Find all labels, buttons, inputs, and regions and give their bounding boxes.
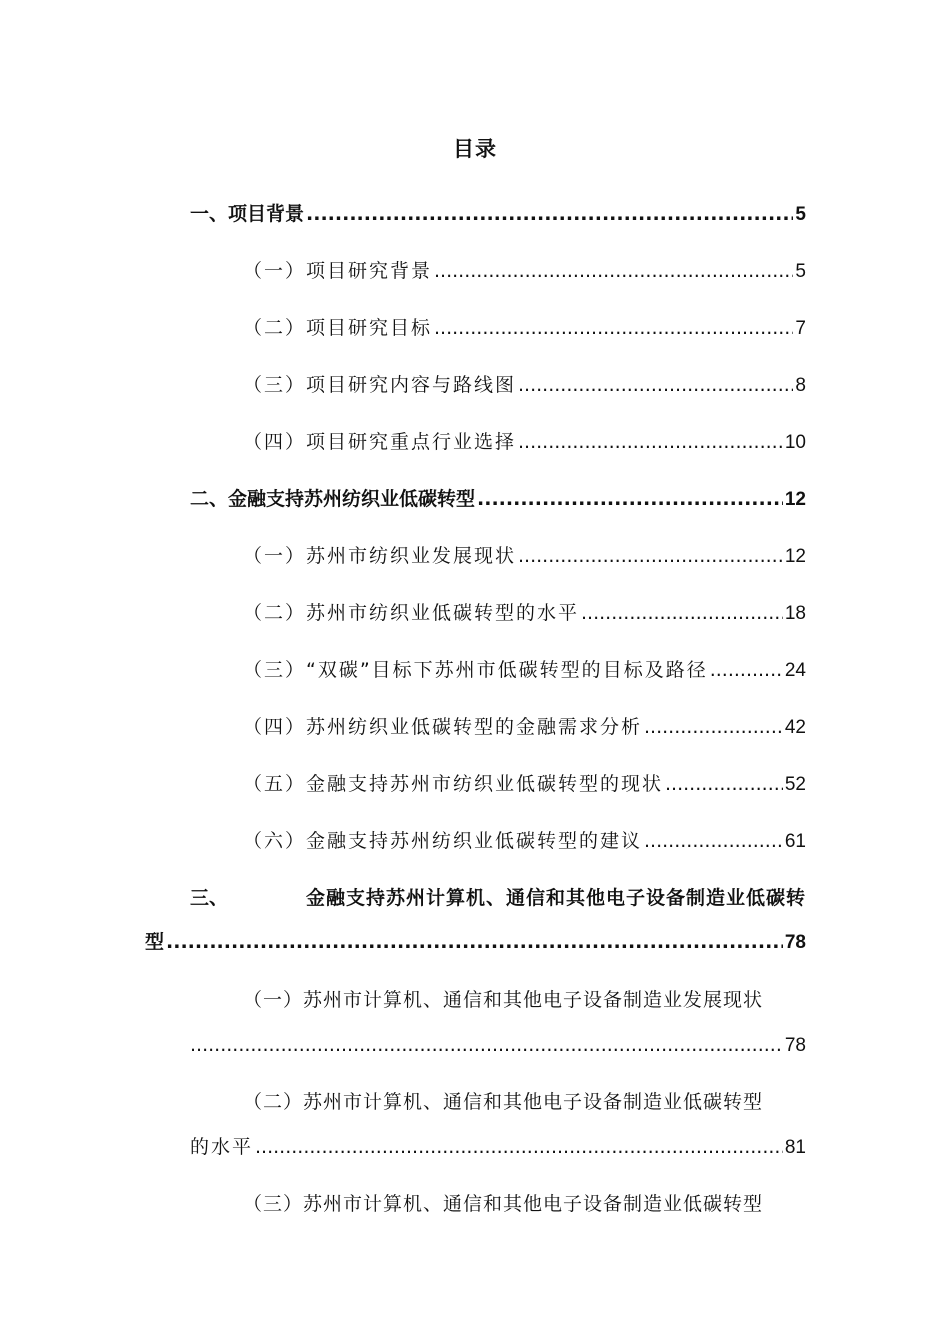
toc-entry-text: （四）苏州纺织业低碳转型的金融需求分析	[243, 716, 643, 738]
toc-leader-dots	[190, 1031, 783, 1059]
toc-entry-text: （一）苏州市纺织业发展现状	[243, 545, 517, 567]
toc-leader-dots	[518, 428, 783, 456]
toc-leader-dots	[434, 257, 793, 285]
toc-entry-page: 24	[784, 660, 806, 681]
toc-entry[interactable]	[243, 713, 806, 741]
toc-entry[interactable]	[243, 770, 806, 798]
toc-entry-continuation[interactable]	[190, 1133, 806, 1161]
toc-leader-dots	[581, 599, 783, 627]
toc-entry[interactable]	[243, 257, 806, 285]
toc-entry[interactable]	[243, 542, 806, 570]
toc-entry-page: 42	[784, 717, 806, 738]
toc-entry[interactable]	[243, 314, 806, 342]
toc-entry-text: 金融支持苏州计算机、通信和其他电子设备制造业低碳转	[305, 887, 806, 909]
toc-entry-page: 18	[784, 603, 806, 624]
toc-leader-dots	[306, 200, 793, 228]
toc-leader-dots	[665, 770, 783, 798]
toc-entry-page: 78	[784, 1035, 806, 1056]
toc-entry[interactable]	[243, 827, 806, 855]
toc-entry-wrapped[interactable]	[243, 1088, 806, 1116]
toc-entry-page: 5	[795, 261, 806, 282]
toc-entry-wrapped[interactable]	[190, 884, 806, 912]
toc-entry-page: 12	[784, 489, 806, 510]
toc-entry-page: 5	[795, 204, 806, 225]
toc-entry-continuation[interactable]	[190, 1031, 806, 1059]
toc-entry-text: （三）苏州市计算机、通信和其他电子设备制造业低碳转型	[243, 1193, 764, 1215]
toc-entry-text: 的水平	[190, 1136, 254, 1158]
toc-leader-dots	[710, 656, 783, 684]
toc-entry-page: 81	[784, 1137, 806, 1158]
toc-leader-dots	[644, 713, 783, 741]
toc-entry[interactable]	[243, 599, 806, 627]
toc-leader-dots	[434, 314, 793, 342]
toc-entry-page: 8	[795, 375, 806, 396]
toc-leader-dots	[518, 542, 783, 570]
toc-leader-dots	[255, 1133, 783, 1161]
toc-leader-dots	[166, 928, 783, 956]
toc-entry-wrapped[interactable]	[243, 986, 806, 1014]
toc-entry-text: （一）苏州市计算机、通信和其他电子设备制造业发展现状	[243, 989, 764, 1011]
toc-entry-text: （四）项目研究重点行业选择	[243, 431, 517, 453]
toc-entry-text: 一、项目背景	[190, 203, 305, 225]
toc-entry-text: 型	[145, 931, 165, 953]
toc-entry-page: 52	[784, 774, 806, 795]
toc-entry-text: （五）金融支持苏州市纺织业低碳转型的现状	[243, 773, 664, 795]
toc-leader-dots	[644, 827, 783, 855]
toc-entry-number: 三、	[190, 887, 229, 909]
toc-title: 目录	[453, 137, 497, 161]
toc-entry-text: （二）苏州市纺织业低碳转型的水平	[243, 602, 580, 624]
toc-entry-page: 10	[784, 432, 806, 453]
toc-entry-continuation[interactable]	[145, 928, 806, 956]
toc-entry-wrapped[interactable]	[243, 1190, 806, 1218]
toc-entry-text: （三）“双碳”目标下苏州市低碳转型的目标及路径	[243, 659, 708, 681]
toc-entry-text: （二）苏州市计算机、通信和其他电子设备制造业低碳转型	[243, 1091, 764, 1113]
toc-entry-text: 二、金融支持苏州纺织业低碳转型	[190, 488, 476, 510]
toc-entry-page: 61	[784, 831, 806, 852]
toc-entry[interactable]	[190, 200, 806, 228]
toc-entry[interactable]	[190, 485, 806, 513]
toc-entry-page: 7	[795, 318, 806, 339]
toc-entry[interactable]	[243, 428, 806, 456]
toc-entry-text: （一）项目研究背景	[243, 260, 433, 282]
toc-entry-page: 78	[784, 932, 806, 953]
toc-entry[interactable]	[243, 656, 806, 684]
toc-leader-dots	[518, 371, 793, 399]
toc-entry-text: （六）金融支持苏州纺织业低碳转型的建议	[243, 830, 643, 852]
toc-entry-page: 12	[784, 546, 806, 567]
toc-entry-text: （三）项目研究内容与路线图	[243, 374, 517, 396]
toc-leader-dots	[477, 485, 783, 513]
toc-entry-text: （二）项目研究目标	[243, 317, 433, 339]
toc-entry[interactable]	[243, 371, 806, 399]
